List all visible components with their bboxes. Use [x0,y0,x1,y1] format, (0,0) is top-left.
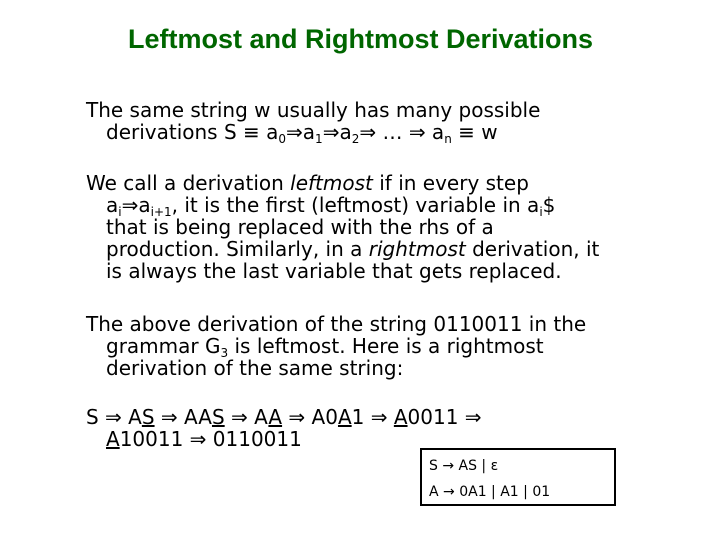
para1-line1: The same string w usually has many possible [86,98,541,122]
paragraph-leftmost-definition [86,172,646,282]
text-segment: ⇒ … ⇒ a [359,120,445,144]
para2-line3: that is being replaced with the rhs of a [106,215,494,239]
para3-line1: The above derivation of the string 0110011 in the [86,312,587,336]
text-segment: derivation, it [465,237,600,261]
text-segment: 10011 ⇒ 0110011 [119,427,302,451]
para3-line3: derivation of the same string: [106,356,404,380]
underlined-variable: A [268,405,283,429]
text-segment: 0011 ⇒ [407,405,482,429]
underlined-variable: A [106,427,120,451]
derivation-line1 [86,406,646,428]
text-segment: , it is the first (leftmost) variable in a [171,193,540,217]
text-segment: ≡ w [451,120,498,144]
subscript: 1 [315,132,323,146]
text-segment: We call a derivation [86,171,291,195]
para2-line1 [86,172,646,194]
para2-line5: is always the last variable that gets replaced. [106,259,562,283]
text-segment: derivations S ≡ a [106,120,279,144]
text-segment: a [106,193,119,217]
slide-title: Leftmost and Rightmost Derivations [127,24,594,54]
text-segment: is leftmost. Here is a rightmost [228,334,544,358]
subscript: i+1 [150,205,172,219]
subscript: 3 [220,346,229,360]
emphasis-leftmost: leftmost [290,171,373,195]
text-segment: ⇒a [322,120,352,144]
grammar-rule-s: S → AS | ε [429,458,499,474]
rightmost-derivation [86,406,646,450]
para1-line2 [86,120,646,146]
text-segment: $ [542,193,556,217]
para3-line2 [86,334,646,360]
grammar-box [420,448,616,506]
text-segment: grammar G [106,334,221,358]
subscript: n [444,132,452,146]
grammar-rule-a: A → 0A1 | A1 | 01 [429,484,551,500]
subscript: 2 [351,132,360,146]
derivation-line2 [86,428,646,450]
underlined-variable: S [211,405,225,429]
paragraph-derivations [86,98,646,146]
text-segment: ⇒ AA [154,405,212,429]
paragraph-above-derivation [86,313,646,379]
subscript: 0 [278,132,287,146]
text-segment: ⇒a [286,120,316,144]
subscript: i [118,205,122,219]
text-segment: ⇒a [121,193,151,217]
para2-line4 [86,238,646,260]
subscript: i [539,205,543,219]
emphasis-rightmost: rightmost [368,237,466,261]
text-segment: S ⇒ A [86,405,142,429]
text-segment: if in every step [372,171,529,195]
underlined-variable: A [393,405,408,429]
text-segment: production. Similarly, in a [106,237,369,261]
text-segment: ⇒ A [224,405,269,429]
underlined-variable: A [337,405,352,429]
underlined-variable: S [141,405,155,429]
para2-line2 [86,193,646,219]
text-segment: 1 ⇒ [351,405,394,429]
text-segment: ⇒ A0 [282,405,338,429]
